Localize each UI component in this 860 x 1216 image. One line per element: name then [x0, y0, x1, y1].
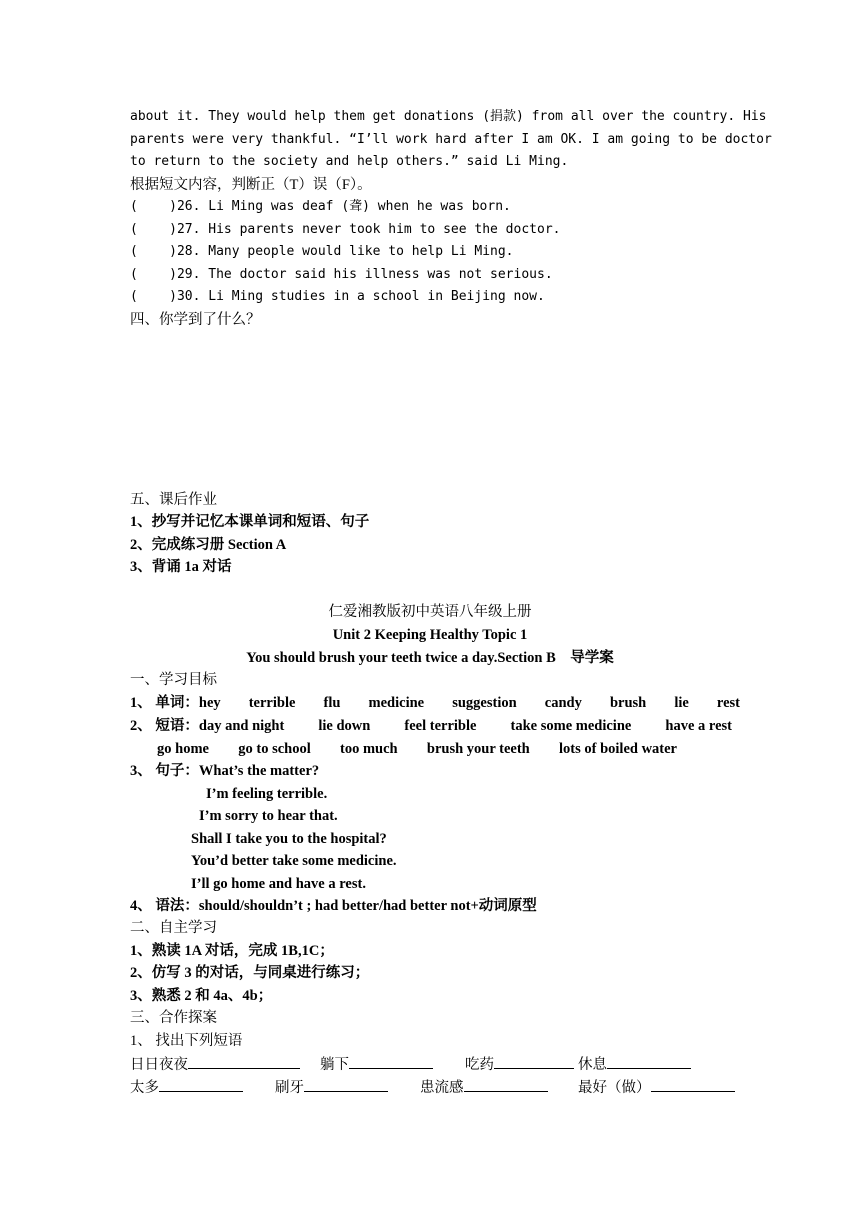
sentence-item: I’ll go home and have a rest.	[191, 876, 366, 892]
section-title: You should brush your teeth twice a day.Section B 导学案	[246, 650, 614, 666]
fill-item	[130, 1076, 275, 1098]
word-item: 1、 单词：hey	[130, 695, 221, 711]
fill-item-label: 太多	[130, 1080, 159, 1096]
sentence-item: You’d better take some medicine.	[191, 853, 397, 869]
phrase-item: go to school	[238, 741, 311, 757]
phrase-item: go home	[157, 741, 209, 757]
fill-item-label: 刷牙	[275, 1080, 304, 1096]
answer-blank[interactable]	[159, 1076, 243, 1092]
answer-blank[interactable]	[188, 1053, 300, 1069]
document-header-title: 仁爱湘教版初中英语八年级上册	[328, 604, 532, 620]
fill-item-label: 躺下	[320, 1057, 349, 1073]
question-26: ( )26. Li Ming was deaf (聋) when he was born.	[130, 199, 511, 214]
words-row	[130, 693, 740, 713]
word-item: lie	[674, 695, 689, 711]
word-item: candy	[544, 695, 582, 711]
self-study-item: 1、熟读 1A 对话，完成 1B,1C；	[130, 943, 334, 959]
homework-item: 2、完成练习册 Section A	[130, 537, 287, 553]
phrase-item: lie down	[318, 718, 371, 734]
fill-row	[130, 1053, 740, 1075]
self-study-item: 2、仿写 3 的对话，与同桌进行练习；	[130, 965, 370, 981]
word-item: rest	[716, 695, 740, 711]
fill-item-label: 吃药	[465, 1057, 494, 1073]
cooperation-title: 三、合作探案	[130, 1010, 217, 1026]
homework-item: 1、抄写并记忆本课单词和短语、句子	[130, 514, 370, 530]
fill-item	[420, 1076, 578, 1098]
fill-item	[320, 1053, 465, 1075]
phrase-item: have a rest	[665, 718, 732, 734]
question-28: ( )28. Many people would like to help Li Ming.	[130, 244, 514, 259]
unit-title: Unit 2 Keeping Healthy Topic 1	[332, 627, 528, 643]
word-item: terrible	[248, 695, 296, 711]
answer-blank[interactable]	[651, 1076, 735, 1092]
fill-item	[130, 1053, 320, 1075]
word-item: flu	[323, 695, 341, 711]
section-4-title: 四、你学到了什么？	[130, 312, 261, 328]
phrases-row	[157, 739, 677, 759]
sentence-item: I’m sorry to hear that.	[199, 808, 338, 824]
self-study-item: 3、熟悉 2 和 4a、4b；	[130, 988, 273, 1004]
fill-item	[275, 1076, 420, 1098]
cooperation-task: 1、 找出下列短语	[130, 1033, 243, 1049]
passage-line: to return to the society and help others.” said Li Ming.	[130, 154, 569, 169]
self-study-title: 二、自主学习	[130, 920, 217, 936]
phrase-item: lots of boiled water	[559, 741, 677, 757]
phrases-row	[130, 716, 732, 736]
fill-item-label: 休息	[578, 1057, 607, 1073]
answer-blank[interactable]	[464, 1076, 548, 1092]
sentences-label: 3、 句子：What’s the matter?	[130, 763, 320, 779]
sentence-item: Shall I take you to the hospital?	[191, 831, 387, 847]
answer-blank[interactable]	[304, 1076, 388, 1092]
phrase-item: take some medicine	[510, 718, 632, 734]
fill-row	[130, 1076, 740, 1098]
fill-item	[465, 1053, 578, 1075]
word-item: medicine	[368, 695, 425, 711]
question-27: ( )27. His parents never took him to see the doctor.	[130, 222, 561, 237]
fill-item	[578, 1053, 691, 1075]
goals-title: 一、学习目标	[130, 672, 217, 688]
word-item: suggestion	[452, 695, 517, 711]
homework-item: 3、背诵 1a 对话	[130, 559, 232, 575]
homework-title: 五、课后作业	[130, 492, 217, 508]
instruction-text: 根据短文内容，判断正（T）误（F）。	[130, 177, 372, 193]
sentence-item: I’m feeling terrible.	[206, 786, 328, 802]
passage-line: parents were very thankful. “I’ll work hard after I am OK. I am going to be doctor	[130, 132, 772, 147]
phrase-item: 2、 短语：day and night	[130, 718, 285, 734]
answer-blank[interactable]	[494, 1053, 574, 1069]
passage-line: about it. They would help them get donations (捐款) from all over the country. His	[130, 109, 767, 124]
phrase-item: feel terrible	[404, 718, 477, 734]
answer-blank[interactable]	[349, 1053, 433, 1069]
grammar-item: 4、 语法：should/shouldn’t ; had better/had better not+动词原型	[130, 898, 537, 914]
answer-blank[interactable]	[607, 1053, 691, 1069]
phrase-item: too much	[340, 741, 398, 757]
fill-item-label: 患流感	[420, 1080, 464, 1096]
phrase-item: brush your teeth	[426, 741, 530, 757]
fill-item-label: 最好（做）	[578, 1080, 651, 1096]
word-item: brush	[609, 695, 647, 711]
question-30: ( )30. Li Ming studies in a school in Beijing now.	[130, 289, 545, 304]
question-29: ( )29. The doctor said his illness was not serious.	[130, 267, 553, 282]
fill-item	[578, 1076, 735, 1098]
fill-item-label: 日日夜夜	[130, 1057, 188, 1073]
